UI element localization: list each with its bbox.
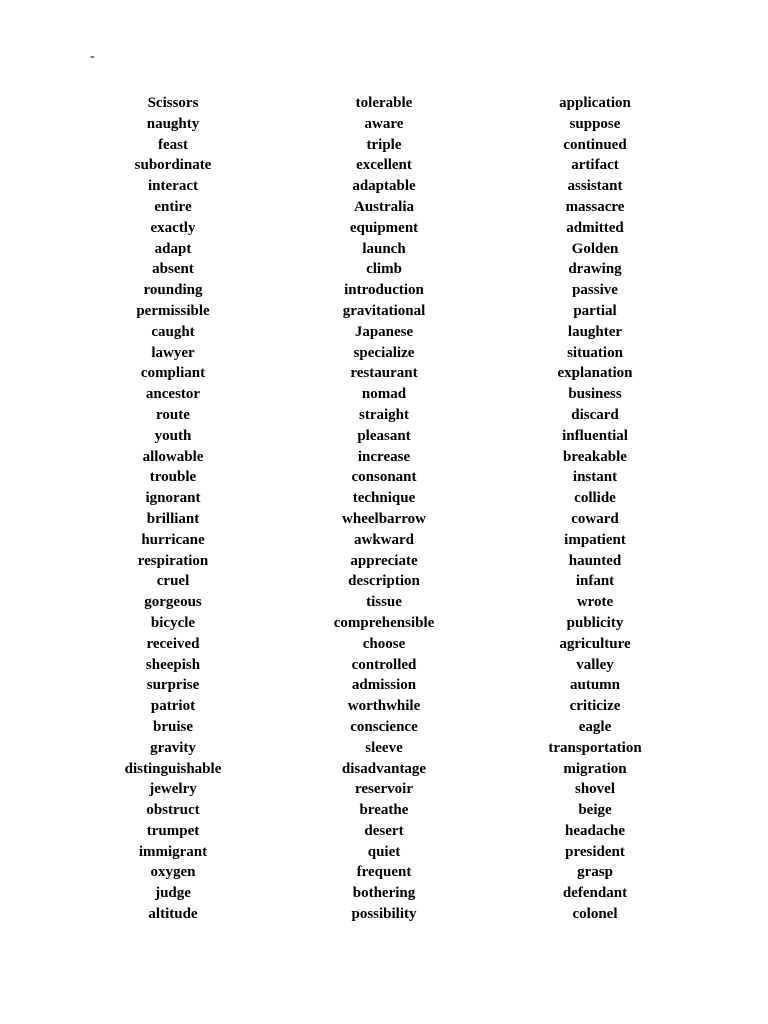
word-item: route	[156, 406, 190, 423]
word-item: naughty	[146, 115, 200, 132]
word-item: compliant	[140, 365, 206, 382]
word-item: desert	[364, 822, 404, 839]
word-item: wheelbarrow	[342, 510, 426, 527]
word-item: lawyer	[151, 344, 195, 361]
word-item: obstruct	[146, 802, 200, 819]
word-item: triple	[366, 136, 402, 153]
word-item: trouble	[149, 469, 197, 486]
word-item: hurricane	[141, 531, 205, 548]
word-item: breathe	[359, 802, 409, 819]
word-item: partial	[573, 302, 617, 319]
word-item: comprehensible	[333, 614, 435, 631]
word-item: gravitational	[342, 302, 426, 319]
word-item: distinguishable	[124, 760, 222, 777]
word-item: appreciate	[350, 552, 418, 569]
word-item: Golden	[571, 240, 619, 257]
word-item: nomad	[361, 386, 407, 403]
word-item: criticize	[569, 698, 621, 715]
word-item: eagle	[578, 718, 612, 735]
word-item: entire	[154, 198, 192, 215]
word-item: frequent	[356, 864, 412, 881]
word-item: cruel	[156, 573, 190, 590]
word-item: altitude	[148, 906, 198, 923]
word-item: immigrant	[138, 843, 208, 860]
word-column-3	[475, 93, 715, 925]
word-item: conscience	[350, 718, 418, 735]
word-item: patriot	[150, 698, 196, 715]
word-item: drawing	[568, 261, 622, 278]
word-item: reservoir	[354, 781, 414, 798]
word-item: explanation	[557, 365, 633, 382]
word-item: artifact	[571, 157, 619, 174]
word-item: received	[146, 635, 200, 652]
word-item: launch	[362, 240, 406, 257]
word-item: collide	[574, 490, 616, 507]
word-item: defendant	[562, 885, 628, 902]
word-item: wrote	[576, 594, 614, 611]
word-item: suppose	[569, 115, 621, 132]
word-item: influential	[562, 427, 628, 444]
word-item: straight	[359, 406, 409, 423]
word-item: tolerable	[355, 95, 413, 111]
word-item: surprise	[146, 677, 200, 694]
word-item: impatient	[564, 531, 626, 548]
word-item: controlled	[351, 656, 417, 673]
word-item: beige	[578, 802, 612, 819]
word-item: description	[348, 573, 420, 590]
word-item: laughter	[567, 323, 623, 340]
word-item: bothering	[352, 885, 416, 902]
word-item: pleasant	[357, 427, 411, 444]
word-item: increase	[357, 448, 411, 465]
word-item: oxygen	[150, 864, 196, 881]
word-item: rounding	[143, 282, 203, 299]
word-item: Japanese	[354, 323, 414, 340]
word-item: trumpet	[146, 822, 200, 839]
word-item: jewelry	[149, 781, 197, 798]
word-item: awkward	[353, 531, 414, 548]
word-item: brilliant	[146, 510, 200, 527]
word-item: disadvantage	[341, 760, 427, 777]
page-mark: -	[90, 49, 95, 64]
word-item: aware	[364, 115, 404, 132]
word-item: breakable	[563, 448, 627, 465]
word-item: absent	[152, 261, 194, 278]
word-item: Australia	[354, 198, 414, 215]
word-item: valley	[576, 656, 614, 673]
word-item: sleeve	[365, 739, 403, 756]
word-item: autumn	[569, 677, 621, 694]
word-item: caught	[151, 323, 195, 340]
word-item: adapt	[154, 240, 192, 257]
word-item: grasp	[577, 864, 613, 881]
word-item: feast	[158, 136, 188, 153]
word-item: permissible	[136, 302, 210, 319]
word-item: interact	[148, 178, 198, 195]
word-item: admission	[351, 677, 417, 694]
word-item: gravity	[150, 739, 196, 756]
word-item: judge	[155, 885, 191, 902]
word-item: consonant	[351, 469, 417, 486]
word-item: choose	[362, 635, 406, 652]
word-item: equipment	[349, 219, 419, 236]
word-item: specialize	[353, 344, 415, 361]
word-item: allowable	[142, 448, 204, 465]
word-item: application	[559, 95, 631, 111]
word-item: adaptable	[352, 178, 416, 195]
word-item: ignorant	[145, 490, 201, 507]
word-item: instant	[572, 469, 618, 486]
word-item: exactly	[150, 219, 196, 236]
word-item: transportation	[548, 739, 642, 756]
word-item: excellent	[356, 157, 412, 174]
word-item: situation	[567, 344, 623, 361]
word-item: tissue	[366, 594, 402, 611]
word-column-2	[264, 93, 504, 925]
word-item: business	[568, 386, 622, 403]
word-item: continued	[563, 136, 627, 153]
word-item: Scissors	[147, 95, 199, 111]
word-item: president	[565, 843, 625, 860]
word-item: possibility	[351, 906, 417, 923]
word-item: coward	[571, 510, 619, 527]
word-item: shovel	[574, 781, 615, 798]
word-item: restaurant	[350, 365, 418, 382]
word-item: publicity	[566, 614, 624, 631]
word-item: migration	[563, 760, 627, 777]
word-column-1	[53, 93, 293, 925]
word-item: technique	[352, 490, 416, 507]
word-item: worthwhile	[347, 698, 421, 715]
word-item: discard	[571, 406, 619, 423]
word-item: bruise	[152, 718, 193, 735]
word-item: agriculture	[559, 635, 631, 652]
word-item: infant	[575, 573, 615, 590]
word-item: haunted	[568, 552, 622, 569]
word-item: massacre	[565, 198, 625, 215]
word-item: quiet	[367, 843, 401, 860]
word-item: subordinate	[134, 157, 212, 174]
word-item: gorgeous	[144, 594, 202, 611]
word-item: passive	[572, 282, 618, 299]
word-item: assistant	[567, 178, 623, 195]
word-item: sheepish	[145, 656, 201, 673]
word-item: colonel	[572, 906, 618, 923]
word-item: ancestor	[145, 386, 201, 403]
word-item: youth	[154, 427, 192, 444]
word-item: admitted	[566, 219, 624, 236]
word-item: respiration	[137, 552, 209, 569]
word-item: bicycle	[150, 614, 196, 631]
word-item: introduction	[344, 282, 424, 299]
word-item: headache	[565, 822, 625, 839]
word-item: climb	[366, 261, 402, 278]
